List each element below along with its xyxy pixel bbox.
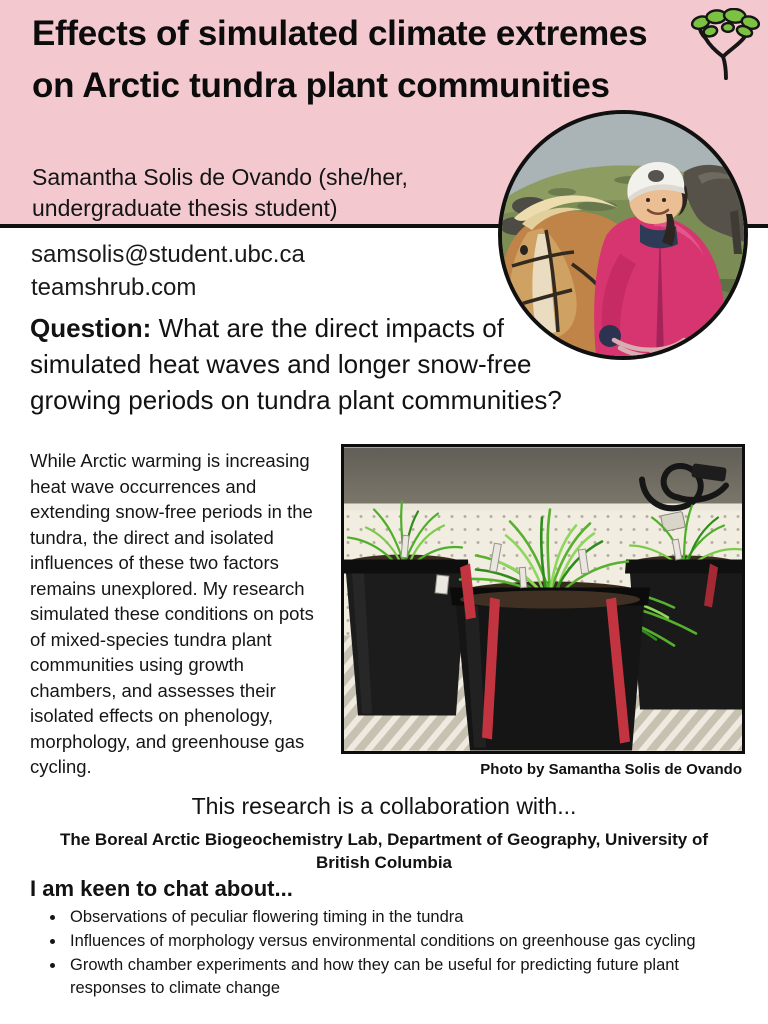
question-label: Question: <box>30 313 152 343</box>
poster-title: Effects of simulated climate extremes on Arctic tundra plant communities <box>32 14 648 105</box>
contact-website: teamshrub.com <box>31 274 197 301</box>
chat-topic-item: • Influences of morphology versus environmental conditions on greenhouse gas cycling <box>66 930 730 953</box>
shrub-tree-icon <box>688 8 762 82</box>
chat-topic-list <box>30 906 730 1001</box>
collaboration-detail: The Boreal Arctic Biogeochemistry Lab, Department of Geography, University of British Columbia <box>59 830 709 872</box>
chat-topic-item: • Growth chamber experiments and how they can be useful for predicting future plant responses to climate change <box>66 954 730 1000</box>
growth-chamber-photo <box>341 444 745 754</box>
research-summary: While Arctic warming is increasing heat wave occurrences and extending snow-free periods in the tundra, the direct and isolated influences of these two factors remains unexplored. My research simulated these conditions on pots of mixed-species tundra plant communities using growth chambers, and assesses their isolated effects on phenology, morphology, and greenhouse gas cycling. <box>30 450 314 777</box>
photo-caption: Photo by Samantha Solis de Ovando <box>480 761 742 778</box>
contact-email: samsolis@student.ubc.ca <box>31 241 305 268</box>
chat-heading: I am keen to chat about... <box>30 876 293 901</box>
contact-block <box>31 238 305 304</box>
question-text: What are the direct impacts of simulated heat waves and longer snow-free growing periods on tundra plant communities? <box>30 313 562 415</box>
collaboration-heading: This research is a collaboration with... <box>191 793 577 819</box>
poster-subtitle: Samantha Solis de Ovando (she/her, undergraduate thesis student) <box>32 164 408 221</box>
profile-photo <box>498 110 748 360</box>
chat-topic-item: • Observations of peculiar flowering timing in the tundra <box>66 906 730 929</box>
